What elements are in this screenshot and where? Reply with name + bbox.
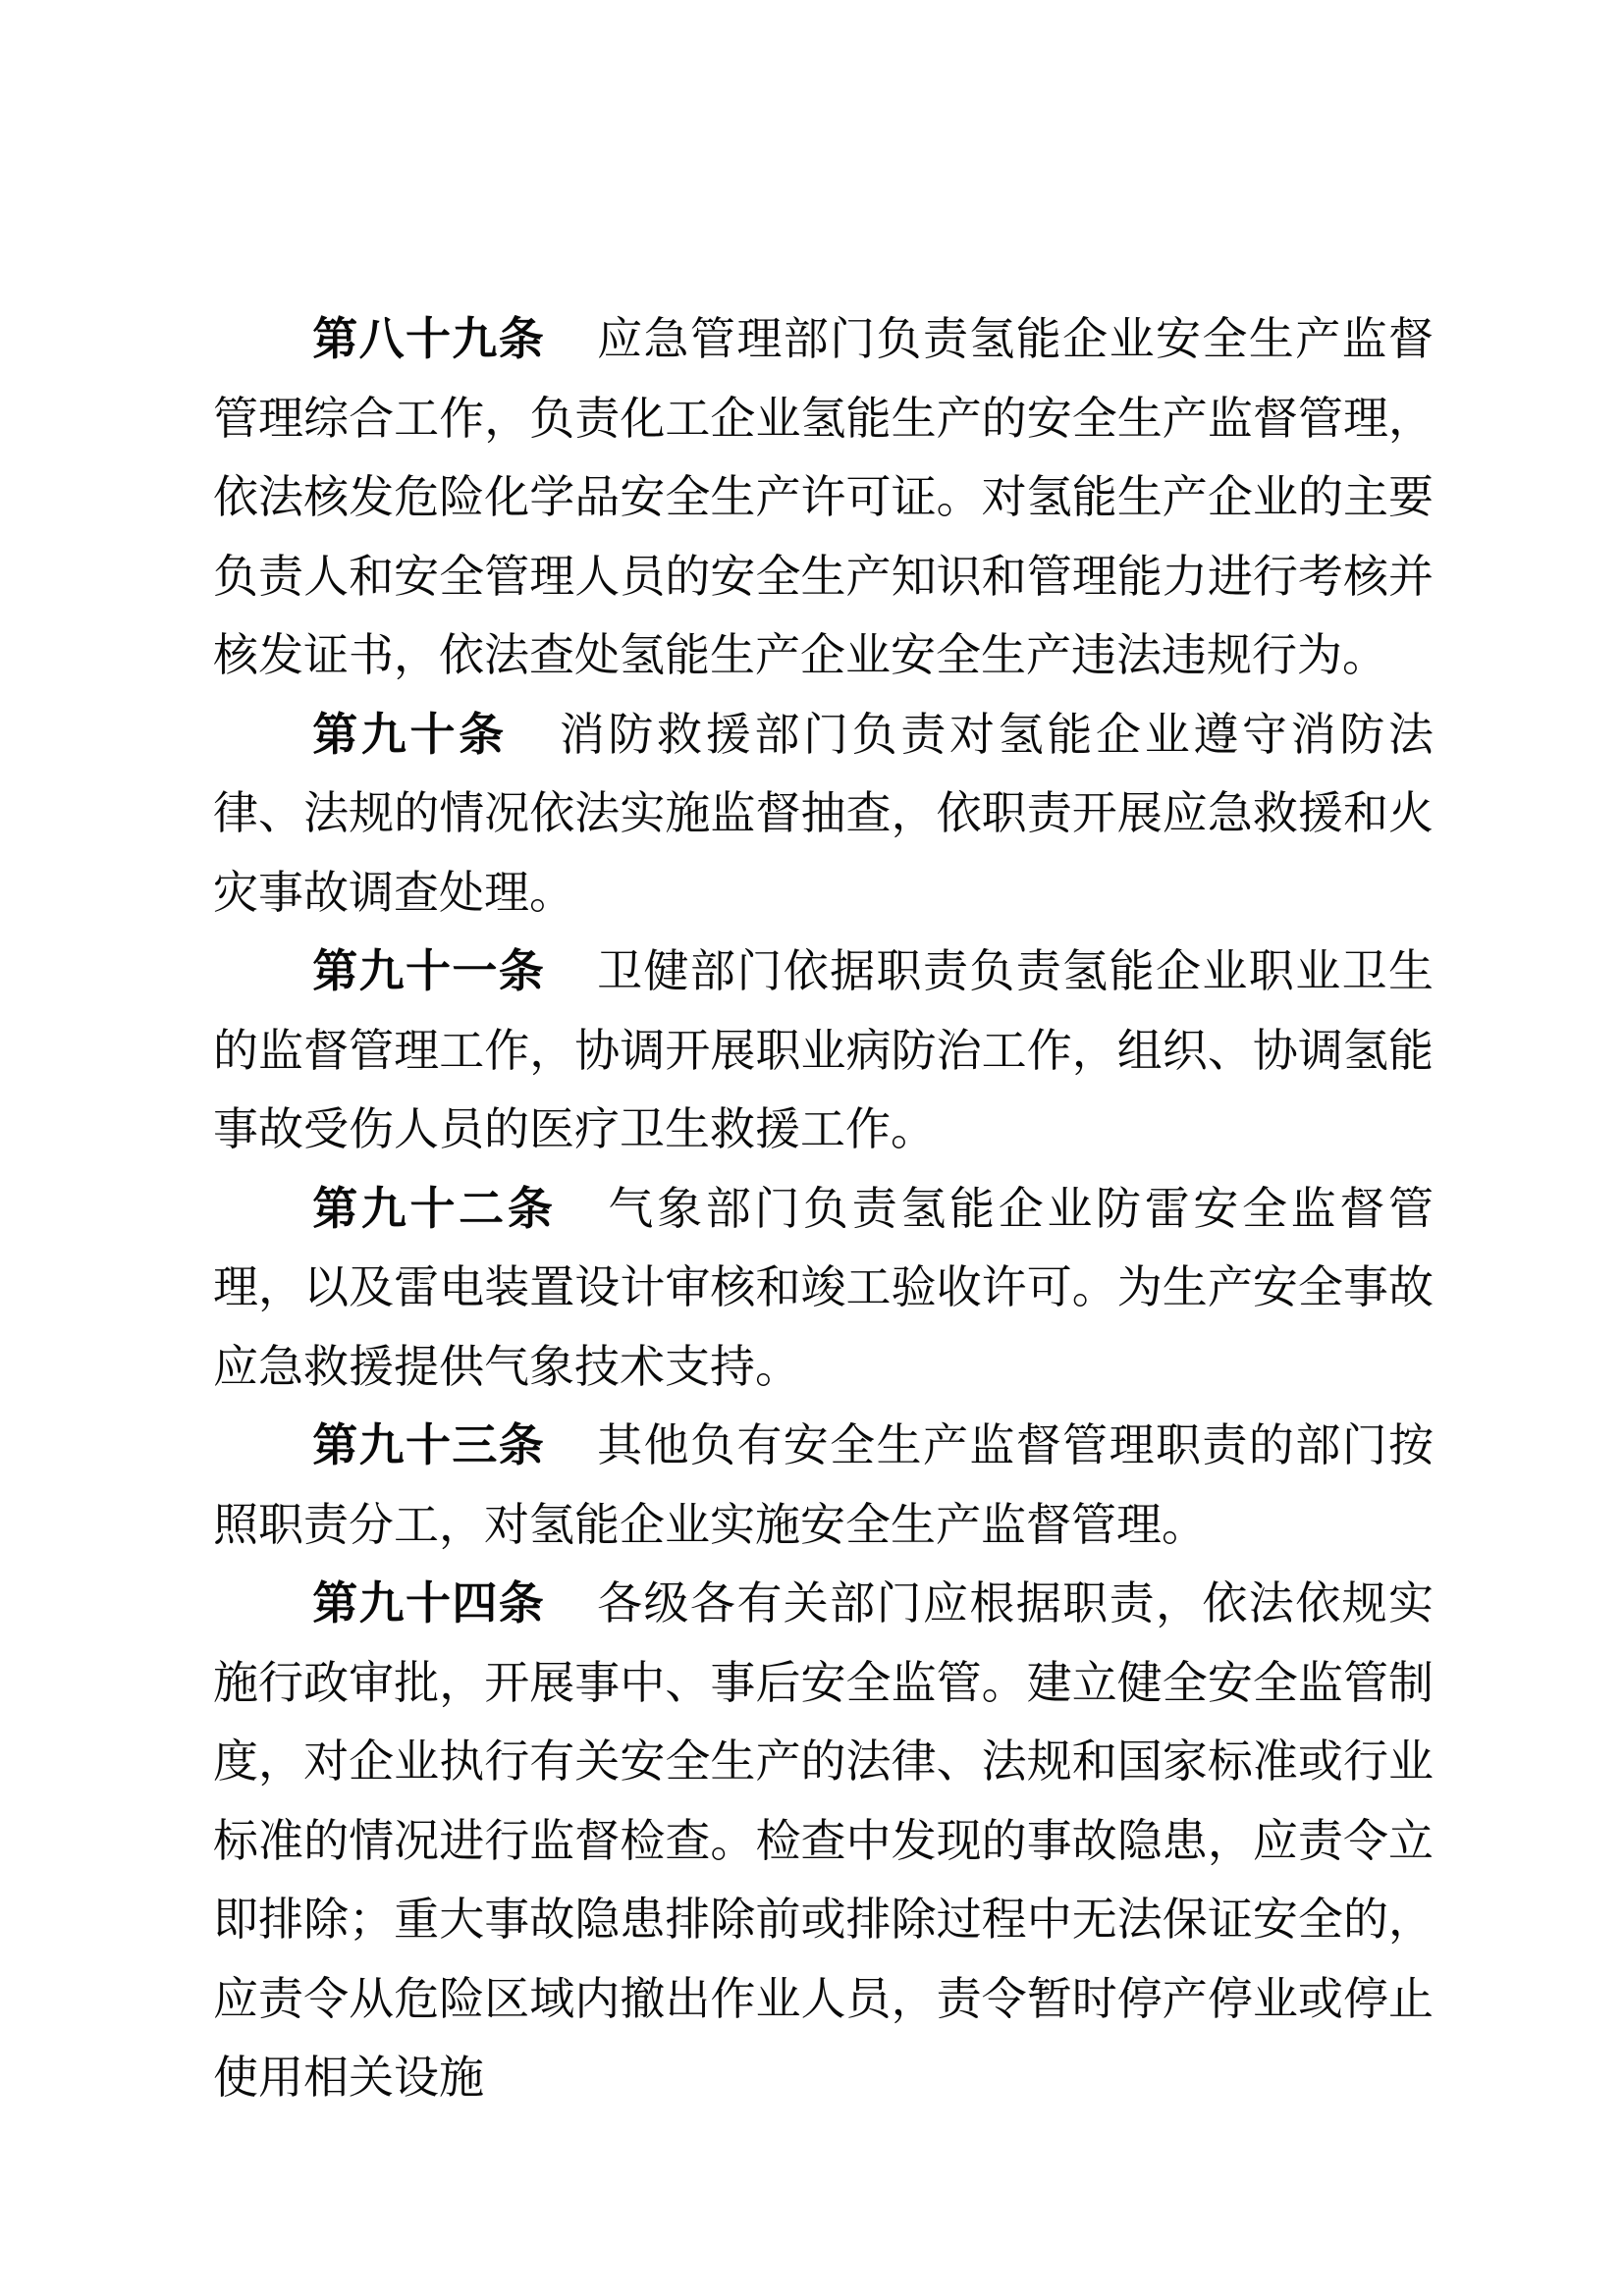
document-body bbox=[213, 299, 1434, 2117]
article-89-number: 第八十九条 bbox=[312, 313, 546, 364]
paragraph-article-89 bbox=[213, 299, 1434, 695]
article-91-text: 卫健部门依据职责负责氢能企业职业卫生的监督管理工作，协调开展职业病防治工作，组织、协调氢能事故受伤人员的医疗卫生救援工作。 bbox=[213, 945, 1435, 1154]
paragraph-article-93 bbox=[213, 1406, 1434, 1564]
article-89-text: 应急管理部门负责氢能企业安全生产监督管理综合工作，负责化工企业氢能生产的安全生产监督管理，依法核发危险化学品安全生产许可证。对氢能生产企业的主要负责人和安全管理人员的安全生产知识和管理能力进行考核并核发证书，依法查处氢能生产企业安全生产违法违规行为。 bbox=[213, 313, 1435, 680]
paragraph-article-92 bbox=[213, 1169, 1434, 1407]
article-90-text: 消防救援部门负责对氢能企业遵守消防法律、法规的情况依法实施监督抽查，依职责开展应急救援和火灾事故调查处理。 bbox=[213, 708, 1435, 918]
article-94-text: 各级各有关部门应根据职责，依法依规实施行政审批，开展事中、事后安全监管。建立健全安全监管制度，对企业执行有关安全生产的法律、法规和国家标准或行业标准的情况进行监督检查。检查中发现的事故隐患，应责令立即排除；重大事故隐患排除前或排除过程中无法保证安全的，应责令从危险区域内撤出作业人员，责令暂时停产停业或停止使用相关设施 bbox=[213, 1577, 1435, 2103]
article-91-number: 第九十一条 bbox=[312, 945, 546, 996]
article-92-text: 气象部门负责氢能企业防雷安全监督管理，以及雷电装置设计审核和竣工验收许可。为生产安全事故应急救援提供气象技术支持。 bbox=[213, 1182, 1435, 1392]
article-93-text: 其他负有安全生产监督管理职责的部门按照职责分工，对氢能企业实施安全生产监督管理。 bbox=[213, 1419, 1435, 1550]
article-94-number: 第九十四条 bbox=[312, 1577, 546, 1629]
paragraph-article-91 bbox=[213, 932, 1434, 1169]
article-93-number: 第九十三条 bbox=[312, 1419, 546, 1470]
paragraph-article-90 bbox=[213, 695, 1434, 933]
article-92-number: 第九十二条 bbox=[312, 1182, 557, 1234]
paragraph-article-94 bbox=[213, 1564, 1434, 2117]
article-90-number: 第九十条 bbox=[312, 708, 508, 760]
